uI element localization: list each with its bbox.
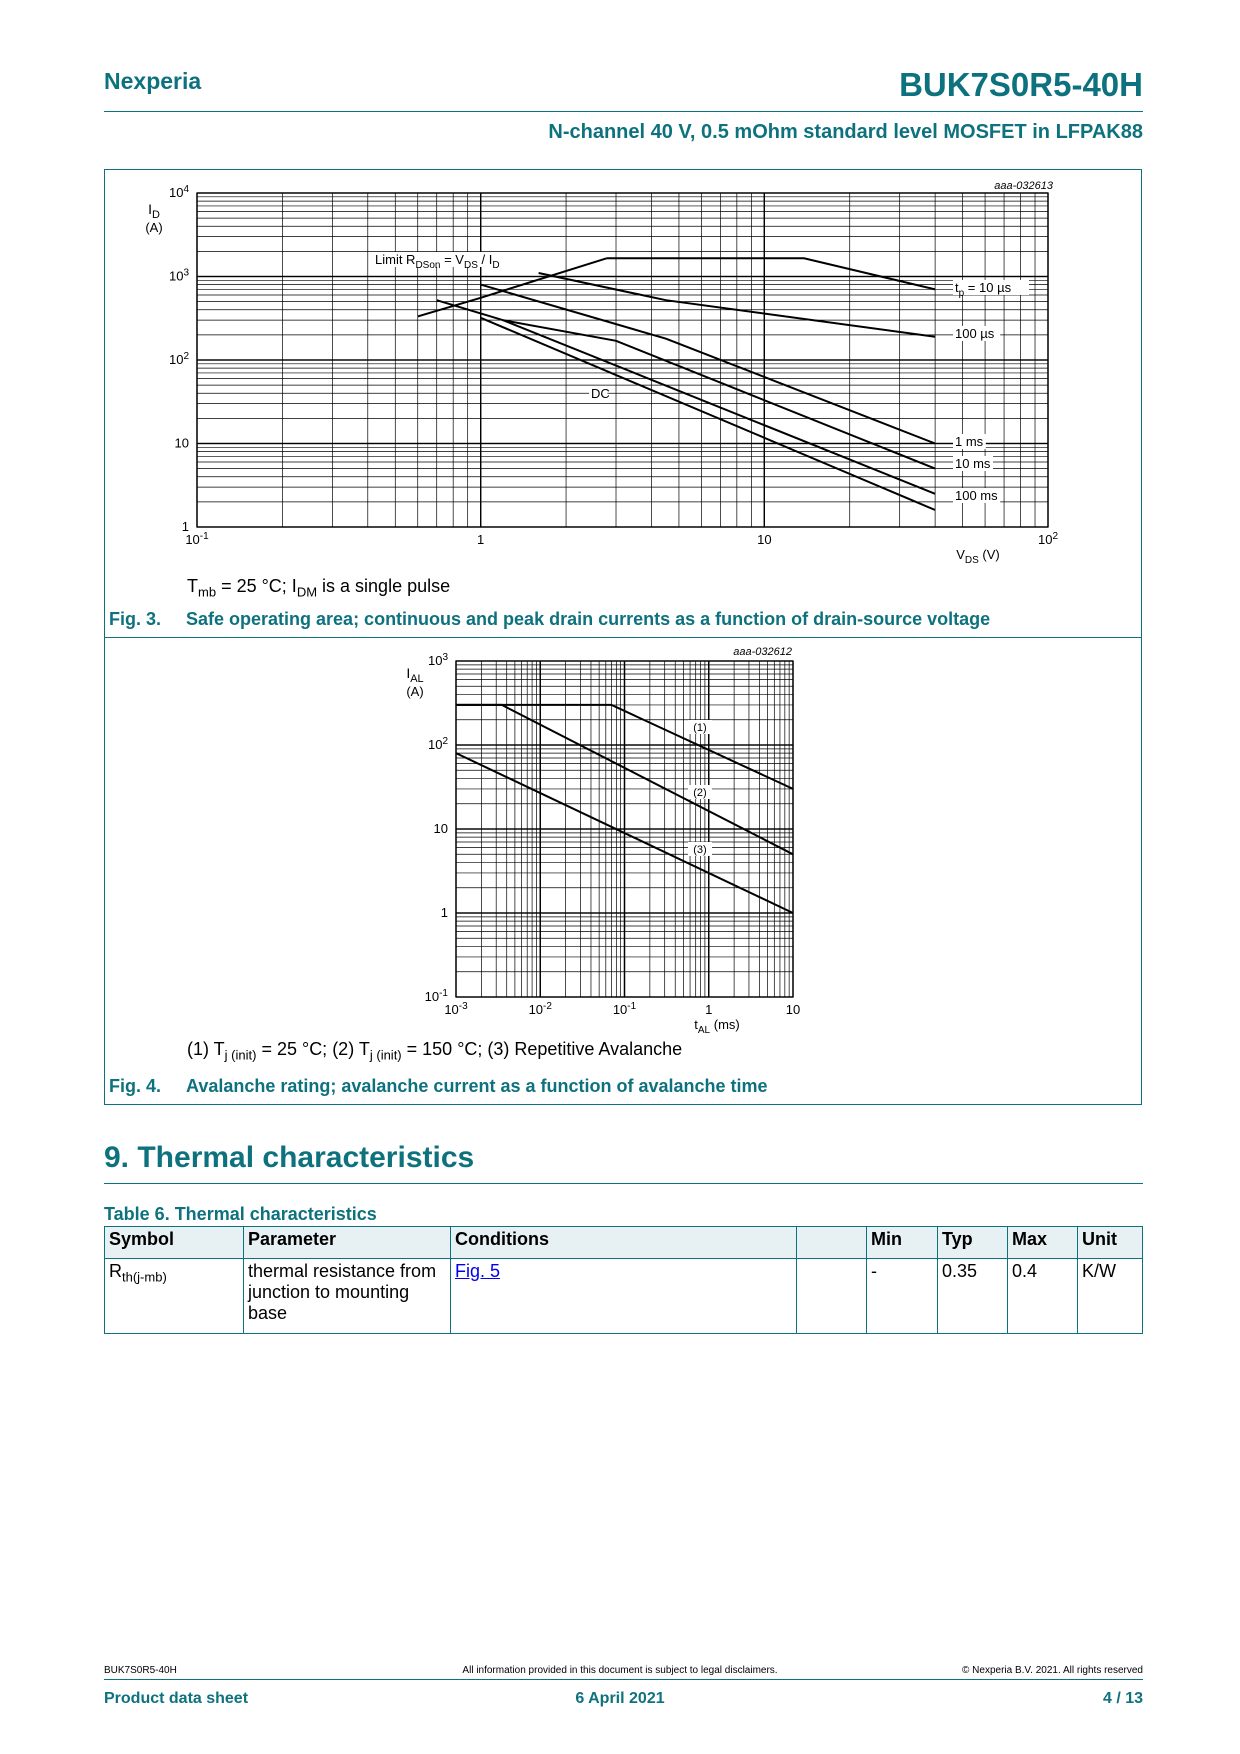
brand-name: Nexperia: [104, 68, 202, 94]
y-tick-label: $10^2$: [427, 736, 448, 752]
x-tick-label: 10: [785, 1002, 801, 1017]
cell-unit: K/W: [1078, 1259, 1143, 1334]
footer-rule: [104, 1679, 1143, 1680]
x-tick-label: $10^{-2}$: [528, 1001, 552, 1017]
col-conditions: Conditions: [451, 1227, 797, 1259]
tp-1ms-label: 1 ms: [955, 434, 984, 449]
curve-2-label: (2): [693, 787, 707, 799]
cell-symbol: [105, 1259, 244, 1334]
tp-100ms-label: 100 ms: [955, 488, 998, 503]
fig3-note: $T_{mb} = 25$ °C; $I_{DM}$ is a single pulse: [187, 576, 451, 600]
x-tick-label: $10^{-3}$: [444, 1001, 468, 1017]
fig3-code: aaa-032613: [994, 180, 1053, 192]
x-tick-label: $10^2$: [1037, 531, 1059, 547]
footer-copyright: © Nexperia B.V. 2021. All rights reserved: [962, 1665, 1143, 1676]
y-axis-unit: (A): [406, 684, 424, 699]
y-tick-label: $10^{-1}$: [424, 988, 448, 1004]
tp-100us-label: 100 µs: [955, 326, 995, 341]
tp-10us-label: $t_p = 10$ µs: [955, 280, 1012, 299]
curve-limit-rdson-vds-id: [418, 258, 607, 316]
dc-label: DC: [591, 386, 610, 401]
thermal-table: [104, 1226, 1143, 1334]
symbol-subscript: th(j-mb): [122, 1269, 167, 1285]
footer-disclaimer: All information provided in this document is subject to legal disclaimers.: [462, 1665, 778, 1676]
curve-100-ms: [503, 320, 935, 494]
document-subtitle: N-channel 40 V, 0.5 mOhm standard level MOSFET in LFPAK88: [548, 121, 1143, 143]
fig4-caption-text: Avalanche rating; avalanche current as a function of avalanche time: [186, 1076, 768, 1096]
footer-date: 6 April 2021: [575, 1690, 665, 1707]
col-max: Max: [1008, 1227, 1078, 1259]
col-unit: Unit: [1078, 1227, 1143, 1259]
y-tick-label: 10: [433, 821, 448, 836]
y-axis-label: $I_{AL}$: [406, 665, 424, 685]
fig3-caption: [109, 609, 990, 630]
y-axis-unit: (A): [145, 220, 163, 235]
cell-parameter: thermal resistance from junction to mounting base: [244, 1259, 451, 1334]
x-tick-label: $10^{-1}$: [185, 531, 209, 547]
tp-10ms-label: 10 ms: [955, 456, 991, 471]
fig3-caption-number: Fig. 3.: [109, 609, 162, 629]
y-axis-label: $I_D$: [148, 201, 160, 221]
col-blank: [797, 1227, 867, 1259]
x-axis-label: $t_{AL}$ (ms): [694, 1017, 740, 1036]
footer-doc-id: BUK7S0R5-40H: [104, 1665, 177, 1676]
section-rule: [104, 1183, 1143, 1184]
curve-dc: [481, 318, 935, 510]
x-tick-label: 1: [477, 532, 485, 547]
table-row: [105, 1259, 1143, 1334]
col-parameter: Parameter: [244, 1227, 451, 1259]
soa-grid: [197, 193, 1048, 527]
fig5-link[interactable]: Fig. 5: [455, 1261, 501, 1281]
col-typ: Typ: [938, 1227, 1008, 1259]
fig4-caption: [109, 1076, 768, 1097]
soa-curves: [418, 258, 935, 510]
cell-blank: [797, 1259, 867, 1334]
y-tick-label: $10^3$: [427, 652, 448, 668]
cell-min: -: [867, 1259, 938, 1334]
avalanche-labels: [406, 652, 800, 1036]
y-tick-label: $10^2$: [168, 351, 189, 367]
footer-doc-type: Product data sheet: [104, 1690, 249, 1707]
curve-3-label: (3): [693, 844, 707, 856]
fig4-note: (1) $T_{j (init)} = 25$ °C; (2) $T_{j (init)} = 150$ °C; (3) Repetitive Avalanche: [187, 1039, 683, 1063]
avalanche-chart: [105, 638, 1141, 1036]
table-header-row: [105, 1227, 1143, 1259]
cell-max: 0.4: [1008, 1259, 1078, 1334]
fig4-code: aaa-032612: [733, 646, 792, 658]
section-title: 9. Thermal characteristics: [104, 1141, 475, 1174]
cell-typ: 0.35: [938, 1259, 1008, 1334]
fig3-caption-text: Safe operating area; continuous and peak drain currents as a function of drain-source voltage: [186, 609, 991, 629]
limit-rdson-label: Limit $R_{DSon} = V_{DS} / I_D$: [375, 252, 500, 271]
y-tick-label: $10^3$: [168, 267, 189, 284]
y-tick-label: 1: [440, 905, 448, 920]
footer-page: 4 / 13: [1102, 1690, 1143, 1707]
y-tick-label: 1: [181, 519, 189, 534]
table-title: Table 6. Thermal characteristics: [104, 1204, 377, 1224]
figure-box: [104, 169, 1142, 1105]
soa-chart: [105, 170, 1141, 580]
x-tick-label: 1: [705, 1002, 713, 1017]
cell-conditions: [451, 1259, 797, 1334]
fig4-caption-number: Fig. 4.: [109, 1076, 162, 1096]
col-symbol: Symbol: [105, 1227, 244, 1259]
symbol-base: R: [109, 1261, 122, 1281]
y-tick-label: 10: [174, 435, 189, 451]
x-tick-label: $10^{-1}$: [612, 1001, 637, 1017]
col-min: Min: [867, 1227, 938, 1259]
y-tick-label: $10^4$: [168, 184, 189, 200]
header-rule: [104, 111, 1143, 112]
x-axis-label: $V_{DS}$ (V): [956, 547, 1000, 566]
x-tick-label: 10: [757, 532, 772, 547]
curve-1-label: (1): [693, 722, 707, 734]
part-number: BUK7S0R5-40H: [899, 66, 1143, 103]
